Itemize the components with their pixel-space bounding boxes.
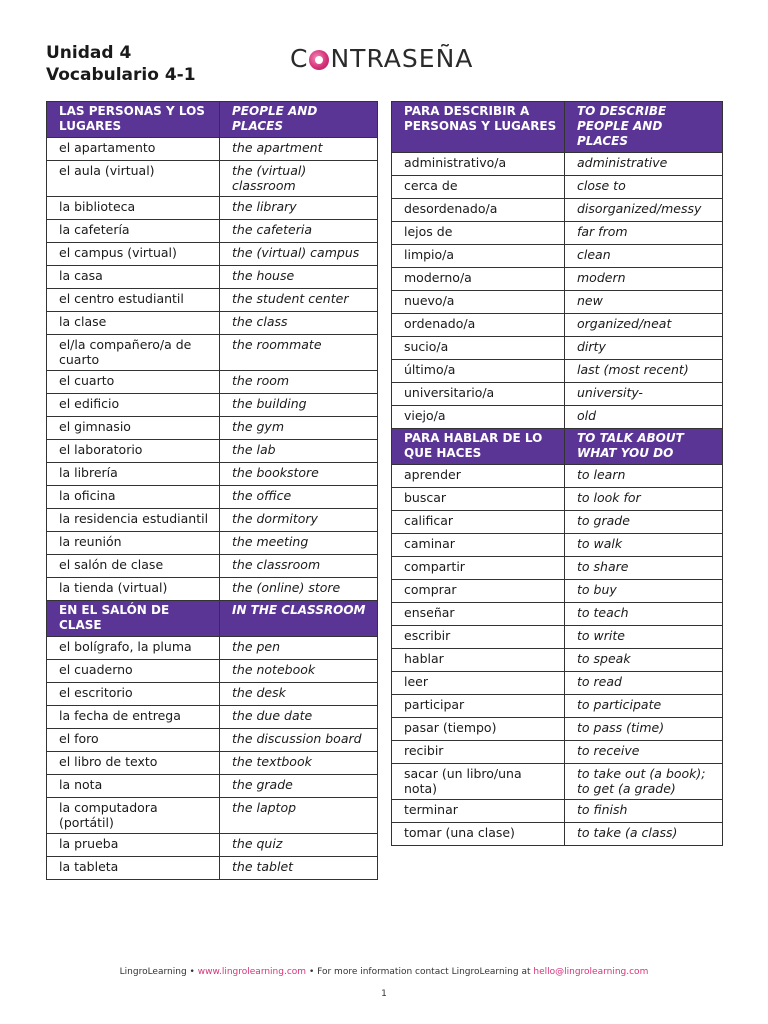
english-translation: administrative	[565, 153, 723, 176]
spanish-term: terminar	[392, 800, 565, 823]
english-translation: to buy	[565, 580, 723, 603]
table-row	[392, 511, 723, 534]
spanish-term: nuevo/a	[392, 291, 565, 314]
english-translation: the house	[220, 266, 378, 289]
table-row	[392, 603, 723, 626]
english-translation: to grade	[565, 511, 723, 534]
english-translation: the cafeteria	[220, 220, 378, 243]
table-row	[392, 580, 723, 603]
table-row	[392, 695, 723, 718]
section-header-row	[47, 601, 378, 637]
english-translation: the (virtual) campus	[220, 243, 378, 266]
spanish-term: desordenado/a	[392, 199, 565, 222]
spanish-term: pasar (tiempo)	[392, 718, 565, 741]
spanish-term: el centro estudiantil	[47, 289, 220, 312]
english-translation: the room	[220, 371, 378, 394]
spanish-term: la clase	[47, 312, 220, 335]
table-row	[47, 243, 378, 266]
english-translation: the office	[220, 486, 378, 509]
table-row	[392, 718, 723, 741]
spanish-term: el bolígrafo, la pluma	[47, 637, 220, 660]
table-row	[47, 161, 378, 197]
english-translation: to read	[565, 672, 723, 695]
spanish-term: leer	[392, 672, 565, 695]
table-row	[47, 335, 378, 371]
english-translation: close to	[565, 176, 723, 199]
table-row	[392, 800, 723, 823]
english-translation: modern	[565, 268, 723, 291]
footer-brand: LingroLearning	[119, 967, 187, 977]
english-translation: to receive	[565, 741, 723, 764]
table-row	[392, 557, 723, 580]
english-translation: the tablet	[220, 857, 378, 880]
table-row	[47, 138, 378, 161]
spanish-term: sucio/a	[392, 337, 565, 360]
table-row	[392, 626, 723, 649]
vocab-title: Vocabulario 4-1	[46, 65, 196, 85]
spanish-term: el laboratorio	[47, 440, 220, 463]
spanish-term: la oficina	[47, 486, 220, 509]
spanish-term: el gimnasio	[47, 417, 220, 440]
english-translation: the classroom	[220, 555, 378, 578]
spanish-term: último/a	[392, 360, 565, 383]
table-row	[47, 532, 378, 555]
english-translation: to participate	[565, 695, 723, 718]
english-translation: the gym	[220, 417, 378, 440]
logo-text-start: C	[290, 44, 309, 73]
table-row	[392, 406, 723, 429]
table-row	[47, 637, 378, 660]
english-translation: the library	[220, 197, 378, 220]
english-translation: to write	[565, 626, 723, 649]
table-row	[392, 360, 723, 383]
spanish-term: la fecha de entrega	[47, 706, 220, 729]
footer	[0, 967, 768, 977]
table-row	[392, 534, 723, 557]
section-header-spanish: EN EL SALÓN DE CLASE	[47, 601, 220, 637]
spanish-term: hablar	[392, 649, 565, 672]
table-row	[47, 578, 378, 601]
english-translation: the (online) store	[220, 578, 378, 601]
footer-website-link[interactable]: www.lingrolearning.com	[197, 967, 307, 977]
english-translation: the grade	[220, 775, 378, 798]
spanish-term: la nota	[47, 775, 220, 798]
page-number: 1	[381, 989, 387, 999]
english-translation: the lab	[220, 440, 378, 463]
table-row	[47, 857, 378, 880]
section-header-row	[392, 429, 723, 465]
english-translation: to finish	[565, 800, 723, 823]
section-header-spanish: PARA DESCRIBIR A PERSONAS Y LUGARES	[392, 102, 565, 153]
footer-separator: •	[308, 967, 315, 977]
spanish-term: el libro de texto	[47, 752, 220, 775]
english-translation: the discussion board	[220, 729, 378, 752]
table-row	[47, 683, 378, 706]
table-row	[47, 706, 378, 729]
english-translation: dirty	[565, 337, 723, 360]
table-row	[392, 291, 723, 314]
section-header-english: IN THE CLASSROOM	[220, 601, 378, 637]
english-translation: disorganized/messy	[565, 199, 723, 222]
table-row	[47, 798, 378, 834]
section-header-row	[47, 102, 378, 138]
english-translation: the roommate	[220, 335, 378, 371]
spanish-term: el edificio	[47, 394, 220, 417]
table-row	[392, 465, 723, 488]
english-translation: the (virtual) classroom	[220, 161, 378, 197]
spanish-term: el/la compañero/a de cuarto	[47, 335, 220, 371]
spanish-term: compartir	[392, 557, 565, 580]
table-row	[392, 488, 723, 511]
spanish-term: sacar (un libro/una nota)	[392, 764, 565, 800]
spanish-term: comprar	[392, 580, 565, 603]
english-translation: to share	[565, 557, 723, 580]
spanish-term: administrativo/a	[392, 153, 565, 176]
table-row	[392, 337, 723, 360]
footer-separator: •	[189, 967, 195, 977]
english-translation: the textbook	[220, 752, 378, 775]
english-translation: clean	[565, 245, 723, 268]
english-translation: to look for	[565, 488, 723, 511]
english-translation: the class	[220, 312, 378, 335]
spanish-term: la tienda (virtual)	[47, 578, 220, 601]
english-translation: the apartment	[220, 138, 378, 161]
spanish-term: viejo/a	[392, 406, 565, 429]
table-row	[392, 383, 723, 406]
spanish-term: participar	[392, 695, 565, 718]
english-translation: new	[565, 291, 723, 314]
english-translation: organized/neat	[565, 314, 723, 337]
table-row	[392, 245, 723, 268]
table-row	[47, 752, 378, 775]
spanish-term: la residencia estudiantil	[47, 509, 220, 532]
spanish-term: la librería	[47, 463, 220, 486]
spanish-term: el campus (virtual)	[47, 243, 220, 266]
english-translation: the laptop	[220, 798, 378, 834]
table-row	[47, 834, 378, 857]
spanish-term: aprender	[392, 465, 565, 488]
spanish-term: moderno/a	[392, 268, 565, 291]
spanish-term: la prueba	[47, 834, 220, 857]
footer-email-link[interactable]: hello@lingrolearning.com	[533, 967, 649, 977]
table-row	[47, 197, 378, 220]
spanish-term: lejos de	[392, 222, 565, 245]
spanish-term: el cuarto	[47, 371, 220, 394]
table-row	[47, 660, 378, 683]
spanish-term: calificar	[392, 511, 565, 534]
english-translation: last (most recent)	[565, 360, 723, 383]
english-translation: the dormitory	[220, 509, 378, 532]
english-translation: to learn	[565, 465, 723, 488]
table-row	[47, 509, 378, 532]
footer-contact-text: For more information contact LingroLearning at	[317, 967, 531, 977]
english-translation: the meeting	[220, 532, 378, 555]
table-row	[392, 314, 723, 337]
english-translation: to speak	[565, 649, 723, 672]
section-header-row	[392, 102, 723, 153]
english-translation: to pass (time)	[565, 718, 723, 741]
english-translation: to take (a class)	[565, 823, 723, 846]
english-translation: the building	[220, 394, 378, 417]
english-translation: far from	[565, 222, 723, 245]
spanish-term: el apartamento	[47, 138, 220, 161]
section-header-spanish: PARA HABLAR DE LO QUE HACES	[392, 429, 565, 465]
english-translation: the bookstore	[220, 463, 378, 486]
section-header-english: TO TALK ABOUT WHAT YOU DO	[565, 429, 723, 465]
english-translation: the due date	[220, 706, 378, 729]
spanish-term: la tableta	[47, 857, 220, 880]
english-translation: the desk	[220, 683, 378, 706]
spanish-term: limpio/a	[392, 245, 565, 268]
logo-text-end: NTRASEÑA	[330, 44, 474, 73]
english-translation: to take out (a book); to get (a grade)	[565, 764, 723, 800]
english-translation: the notebook	[220, 660, 378, 683]
contrasena-logo	[290, 44, 473, 73]
table-row	[47, 486, 378, 509]
spanish-term: la biblioteca	[47, 197, 220, 220]
spanish-term: cerca de	[392, 176, 565, 199]
table-row	[392, 268, 723, 291]
spanish-term: caminar	[392, 534, 565, 557]
table-row	[392, 199, 723, 222]
table-row	[47, 417, 378, 440]
table-row	[47, 371, 378, 394]
english-translation: to teach	[565, 603, 723, 626]
spanish-term: la cafetería	[47, 220, 220, 243]
vocab-table-right	[391, 101, 723, 846]
table-row	[392, 153, 723, 176]
spanish-term: escribir	[392, 626, 565, 649]
section-header-spanish: LAS PERSONAS Y LOS LUGARES	[47, 102, 220, 138]
spanish-term: universitario/a	[392, 383, 565, 406]
spanish-term: el escritorio	[47, 683, 220, 706]
table-row	[47, 394, 378, 417]
english-translation: old	[565, 406, 723, 429]
table-row	[392, 649, 723, 672]
table-row	[47, 555, 378, 578]
spanish-term: el foro	[47, 729, 220, 752]
table-row	[47, 289, 378, 312]
table-row	[392, 176, 723, 199]
table-row	[392, 823, 723, 846]
table-row	[47, 312, 378, 335]
table-row	[47, 266, 378, 289]
spanish-term: enseñar	[392, 603, 565, 626]
spanish-term: el salón de clase	[47, 555, 220, 578]
section-header-english: PEOPLE AND PLACES	[220, 102, 378, 138]
section-header-english: TO DESCRIBE PEOPLE AND PLACES	[565, 102, 723, 153]
table-row	[392, 672, 723, 695]
spanish-term: recibir	[392, 741, 565, 764]
spanish-term: el cuaderno	[47, 660, 220, 683]
spanish-term: buscar	[392, 488, 565, 511]
english-translation: the pen	[220, 637, 378, 660]
spanish-term: tomar (una clase)	[392, 823, 565, 846]
page-heading	[46, 42, 196, 86]
spanish-term: el aula (virtual)	[47, 161, 220, 197]
spanish-term: la reunión	[47, 532, 220, 555]
english-translation: the quiz	[220, 834, 378, 857]
english-translation: the student center	[220, 289, 378, 312]
table-row	[392, 222, 723, 245]
english-translation: university-	[565, 383, 723, 406]
spanish-term: la casa	[47, 266, 220, 289]
spanish-term: ordenado/a	[392, 314, 565, 337]
spanish-term: la computadora (portátil)	[47, 798, 220, 834]
table-row	[47, 775, 378, 798]
table-row	[47, 729, 378, 752]
table-row	[392, 741, 723, 764]
logo-brain-icon	[309, 50, 329, 70]
table-row	[392, 764, 723, 800]
table-row	[47, 220, 378, 243]
table-row	[47, 440, 378, 463]
vocab-table-left	[46, 101, 378, 880]
unit-title: Unidad 4	[46, 43, 132, 63]
table-row	[47, 463, 378, 486]
english-translation: to walk	[565, 534, 723, 557]
